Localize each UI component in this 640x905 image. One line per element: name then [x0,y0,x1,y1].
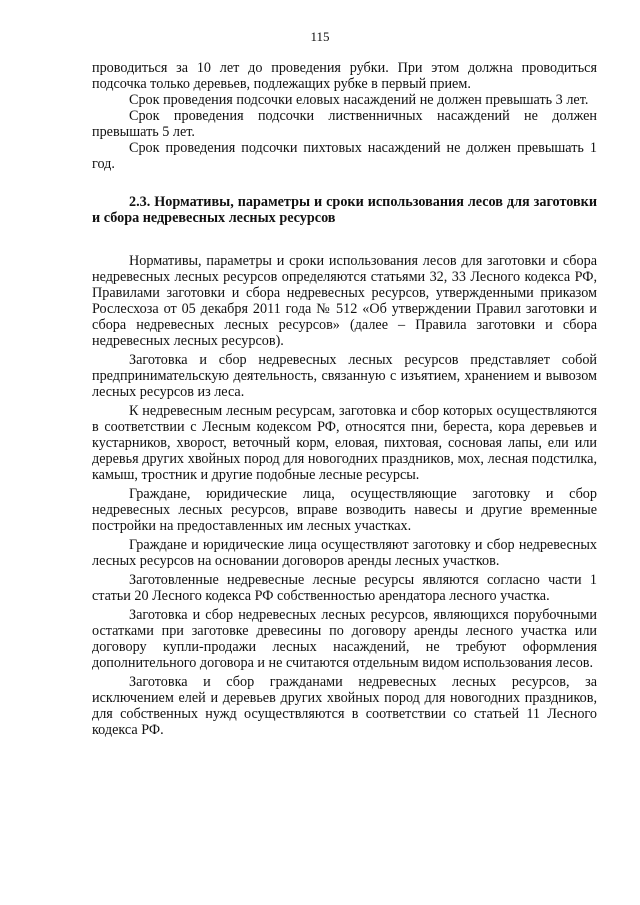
paragraph: К недревесным лесным ресурсам, заготовка и сбор которых осуществляются в соответствии с Лесным кодексом РФ, относятся пни, береста, кора деревьев и кустарников, хворост, веточный корм, еловая, пихтовая, сосновая лапы, ели или деревья других хвойных пород для новогодних праздников, мох, лесная подстилка, камыш, тростник и другие подобные лесные ресурсы. [92,403,597,483]
paragraph: Заготовка и сбор гражданами недревесных лесных ресурсов, за исключением елей и деревьев других хвойных пород для новогодних праздников, для собственных нужд осуществляются в соответствии со статьей 11 Лесного кодекса РФ. [92,674,597,738]
paragraph: Граждане, юридические лица, осуществляющие заготовку и сбор недревесных лесных ресурсов, вправе возводить навесы и другие временные постройки на предоставленных им лесных участках. [92,486,597,534]
paragraph: Срок проведения подсочки еловых насаждений не должен превышать 3 лет. [129,92,589,108]
document-body [92,60,597,738]
paragraph: Заготовка и сбор недревесных лесных ресурсов, являющихся порубочными остатками при заготовке древесины по договору аренды лесного участка или договору купли-продажи лесных насаждений, не требуют оформления дополнительного договора и не считаются отдельным видом использования лесов. [92,607,597,671]
section-heading: 2.3. Нормативы, параметры и сроки использования лесов для заготовки и сбора недревесных лесных ресурсов [92,194,597,226]
paragraph: Срок проведения подсочки лиственничных насаждений не должен превышать 5 лет. [92,108,597,140]
paragraph: Нормативы, параметры и сроки использования лесов для заготовки и сбора недревесных лесных ресурсов определяются статьями 32, 33 Лесного кодекса РФ, Правилами заготовки и сбора недревесных ресурсов, утвержденными приказом Рослесхоза от 05 декабря 2011 года № 512 «Об утверждении Правил заготовки и сбора недревесных лесных ресурсов» (далее – Правила заготовки и сбора недревесных лесных ресурсов). [92,253,597,349]
paragraph: Заготовка и сбор недревесных лесных ресурсов представляет собой предпринимательскую деятельность, связанную с изъятием, хранением и вывозом лесных ресурсов из леса. [92,352,597,400]
paragraph: Граждане и юридические лица осуществляют заготовку и сбор недревесных лесных ресурсов на основании договоров аренды лесных участков. [92,537,597,569]
paragraph: Заготовленные недревесные лесные ресурсы являются согласно части 1 статьи 20 Лесного кодекса РФ собственностью арендатора лесного участка. [92,572,597,604]
paragraph: Срок проведения подсочки пихтовых насаждений не должен превышать 1 год. [92,140,597,172]
page-number: 115 [310,29,330,44]
paragraph: проводиться за 10 лет до проведения рубки. При этом должна проводиться подсочка только деревьев, подлежащих рубке в первый прием. [92,60,597,92]
